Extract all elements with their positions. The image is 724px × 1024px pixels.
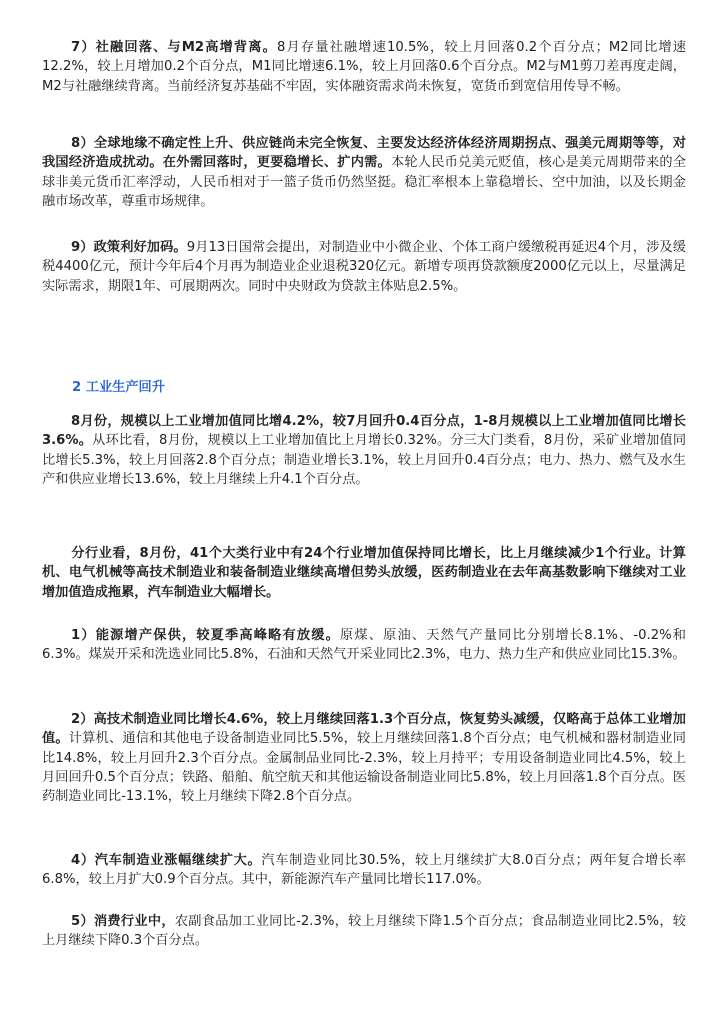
- paragraph-body: 汽车制造业同比30.5%，较上月继续扩大8.0百分点；两年复合增长率6.8%，较上月扩大0.9个百分点。其中，新能源汽车产量同比增长117.0%。: [42, 853, 686, 888]
- paragraph-body: 9月13日国常会提出，对制造业中小微企业、个体工商户缓缴税再延迟4个月，涉及缓税4400亿元，预计今年后4个月再为制造业企业退税320亿元。新增专项再贷款额度2000亿元以上，尽量满足实际需求，期限1年、可展期两次。同时中央财政为贷款主体贴息2.5%。: [42, 240, 686, 294]
- paragraph-body: 原煤、原油、天然气产量同比分别增长8.1%、-0.2%和6.3%。煤炭开采和洗选业同比5.8%，石油和天然气开采业同比2.3%，电力、热力生产和供应业同比15.3%。: [42, 628, 686, 663]
- paragraph-lead: 4）汽车制造业涨幅继续扩大。: [71, 853, 262, 868]
- paragraph-lead: 1）能源增产保供，较夏季高峰略有放缓。: [71, 628, 341, 643]
- paragraph-lead: 9）政策利好加码。: [71, 240, 187, 255]
- paragraph-energy: [42, 626, 686, 665]
- paragraph-global-uncertainty: [42, 134, 686, 211]
- paragraph-body: 8月存量社融增速10.5%，较上月回落0.2个百分点；M2同比增速12.2%，较上月增加0.2个百分点，M1同比增速6.1%，较上月回落0.6个百分点。M2与M1剪刀差再度走阔，M2与社融继续背离。当前经济复苏基础不牢固，实体融资需求尚未恢复，宽货币到宽信用传导不畅。: [42, 40, 686, 94]
- paragraph-consumer: [42, 912, 686, 951]
- paragraph-lead: 分行业看，8月份，41个大类行业中有24个行业增加值保持同比增长，比上月继续减少1个行业。计算机、电气机械等高技术制造业和装备制造业继续高增但势头放缓，医药制造业在去年高基数影响下继续对工业增加值造成拖累，汽车制造业大幅增长。: [42, 546, 686, 600]
- paragraph-body: 计算机、通信和其他电子设备制造业同比5.5%，较上月继续回落1.8个百分点；电气机械和器材制造业同比14.8%，较上月回升2.3个百分点。金属制品业同比-2.3%，较上月持平；专用设备制造业同比4.5%，较上月回回升0.5个百分点；铁路、船舶、航空航天和其他运输设备制造业同比5.8%，较上月回落1.8个百分点。医药制造业同比-13.1%，较上月继续下降2.8个百分点。: [42, 731, 686, 805]
- paragraph-body: 农副食品加工业同比-2.3%，较上月继续下降1.5个百分点；食品制造业同比2.5%，较上月继续下降0.3个百分点。: [42, 914, 686, 949]
- paragraph-body: 本轮人民币兑美元贬值，核心是美元周期带来的全球非美元货币汇率浮动，人民币相对于一篮子货币仍然坚挺。稳汇率根本上靠稳增长、空中加油，以及长期金融市场改革，尊重市场规律。: [42, 155, 687, 209]
- paragraph-automotive: [42, 851, 686, 890]
- paragraph-by-industry: [42, 544, 686, 602]
- paragraph-body: 从环比看，8月份，规模以上工业增加值比上月增长0.32%。分三大门类看，8月份，采矿业增加值同比增长5.3%，较上月回落2.8个百分点；制造业增长3.1%，较上月回升0.4百分点；电力、热力、燃气及水生产和供应业增长13.6%，较上月继续上升4.1个百分点。: [42, 433, 687, 487]
- paragraph-lead: 2）高技术制造业同比增长4.6%，较上月继续回落1.3个百分点，恢复势头减缓，仅略高于总体工业增加值。: [42, 712, 686, 747]
- paragraph-lead: 5）消费行业中，: [71, 914, 175, 929]
- paragraph-social-financing: [42, 38, 686, 96]
- paragraph-lead: 8）全球地缘不确定性上升、供应链尚未完全恢复、主要发达经济体经济周期拐点、强美元周期等等，对我国经济造成扰动。在外需回落时，更要稳增长、扩内需。: [42, 136, 686, 171]
- paragraph-high-tech: [42, 710, 686, 806]
- paragraph-industrial-output: [42, 412, 686, 489]
- paragraph-lead: 7）社融回落、与M2高增背离。: [71, 40, 277, 55]
- paragraph-lead: 8月份，规模以上工业增加值同比增4.2%，较7月回升0.4百分点，1-8月规模以上工业增加值同比增长3.6%。: [42, 414, 686, 449]
- section-title: 2 工业生产回升: [72, 380, 165, 395]
- paragraph-policy-support: [42, 238, 686, 296]
